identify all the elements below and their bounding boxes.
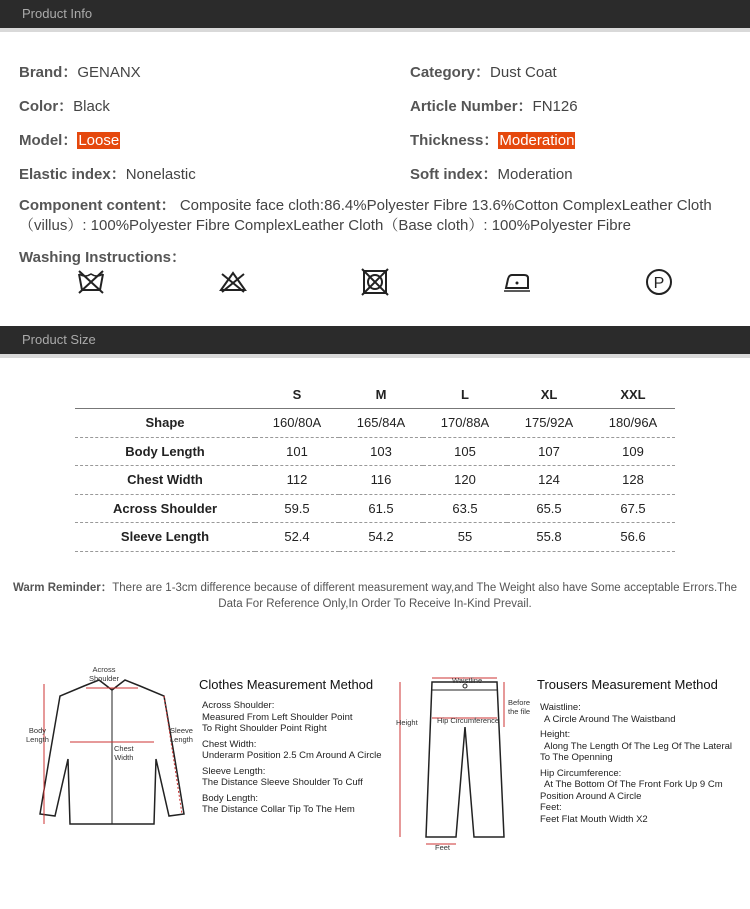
table-cell: 160/80A — [255, 409, 339, 438]
washing-title: Washing Instructions： — [19, 249, 186, 266]
article-label: Article Number： — [410, 98, 533, 115]
component-value: Composite face cloth:86.4%Polyester Fibre 13.6%Cotton ComplexLeather Cloth（villus）: 100%Polyester Fibre ComplexLeather Cloth（Base cloth）: 100%Polyester Fibre — [19, 197, 712, 234]
brand-row — [19, 61, 141, 82]
table-cell: 54.2 — [339, 523, 423, 552]
soft-row — [410, 163, 573, 184]
clothes-method-title: Clothes Measurement Method — [199, 677, 374, 692]
row-label: Sleeve Length — [75, 523, 255, 552]
article-value: FN126 — [532, 98, 578, 115]
table-cell: 55 — [423, 523, 507, 552]
row-label: Chest Width — [75, 466, 255, 495]
thickness-row — [410, 129, 575, 150]
product-info-header: Product Info — [0, 0, 750, 28]
table-row — [75, 494, 675, 523]
table-cell: 52.4 — [255, 523, 339, 552]
row-label: Across Shoulder — [75, 494, 255, 523]
table-cell: 112 — [255, 466, 339, 495]
table-cell: 124 — [507, 466, 591, 495]
category-label: Category： — [410, 64, 491, 81]
table-cell: 175/92A — [507, 409, 591, 438]
row-label: Body Length — [75, 437, 255, 466]
hip-label: Hip Circumference — [437, 716, 500, 725]
header-underline — [0, 28, 750, 32]
article-row — [410, 95, 578, 116]
reminder-line2: Data For Reference Only,In Order To Receive In-Kind Prevail. — [218, 598, 532, 610]
elastic-label: Elastic index： — [19, 166, 126, 183]
table-cell: 120 — [423, 466, 507, 495]
table-cell: 165/84A — [339, 409, 423, 438]
thickness-value: Moderation — [499, 132, 575, 149]
elastic-row — [19, 163, 196, 184]
table-header-cell: S — [255, 380, 339, 409]
size-table — [75, 380, 675, 552]
table-cell: 67.5 — [591, 494, 675, 523]
table-cell: 116 — [339, 466, 423, 495]
table-header-cell — [75, 380, 255, 409]
do-not-tumble-dry-icon — [360, 268, 390, 296]
table-cell: 56.6 — [591, 523, 675, 552]
waistline-label: Waistline — [452, 676, 483, 685]
table-cell: 103 — [339, 437, 423, 466]
table-cell: 109 — [591, 437, 675, 466]
model-value: Loose — [78, 132, 120, 149]
trousers-desc: Waistline: A Circle Around The Waistband Height: Along The Length Of The Leg Of The Lateral To The Openning Hip Circumference: At The Bottom Of The Front Fork Up 9 Cm Position Around A Circle Feet: Feet Flat Mouth Width X2 — [540, 702, 733, 825]
table-cell: 128 — [591, 466, 675, 495]
model-row — [19, 129, 120, 150]
table-cell: 55.8 — [507, 523, 591, 552]
table-header-cell: XL — [507, 380, 591, 409]
soft-label: Soft index： — [410, 166, 498, 183]
warm-reminder — [0, 580, 750, 612]
table-header-row — [75, 380, 675, 409]
table-row — [75, 409, 675, 438]
color-label: Color： — [19, 98, 74, 115]
clothes-desc: Across Shoulder: Measured From Left Shoulder Point To Right Shoulder Point Right Chest Width: Underarm Position 2.5 Cm Around A Circle Sleeve Length: The Distance Sleeve Shoulder To Cuff Body Length: The Distance Collar Tip To The Hem — [202, 700, 382, 815]
size-header-underline — [0, 354, 750, 358]
product-size-header: Product Size — [0, 326, 750, 354]
before-file-label: Before the file — [508, 698, 531, 716]
color-row — [19, 95, 110, 116]
table-header-cell: L — [423, 380, 507, 409]
table-cell: 59.5 — [255, 494, 339, 523]
table-cell: 63.5 — [423, 494, 507, 523]
body-length-label: Body Length — [26, 726, 49, 744]
thickness-label: Thickness： — [410, 132, 499, 149]
category-row — [410, 61, 557, 82]
shirt-diagram-icon — [24, 664, 200, 834]
component-content — [19, 196, 719, 236]
svg-text:P: P — [653, 275, 665, 292]
iron-low-icon — [502, 268, 532, 296]
across-label: Across Shoulder — [89, 665, 120, 683]
elastic-value: Nonelastic — [125, 166, 196, 183]
table-cell: 180/96A — [591, 409, 675, 438]
do-not-bleach-icon — [218, 268, 248, 296]
color-value: Black — [73, 98, 110, 115]
table-cell: 107 — [507, 437, 591, 466]
feet-label: Feet — [435, 843, 451, 852]
trousers-method-title: Trousers Measurement Method — [537, 677, 718, 692]
height-label: Height — [396, 718, 418, 727]
table-cell: 105 — [423, 437, 507, 466]
row-label: Shape — [75, 409, 255, 438]
table-row — [75, 437, 675, 466]
category-value: Dust Coat — [490, 64, 557, 81]
reminder-label: Warm Reminder： — [12, 582, 113, 594]
table-row — [75, 523, 675, 552]
soft-value: Moderation — [497, 166, 573, 183]
reminder-line1: There are 1-3cm difference because of different measurement way,and The Weight also have Some acceptable Errors.The — [112, 582, 737, 594]
chest-width-label: Chest Width — [114, 744, 134, 762]
do-not-wash-icon — [76, 268, 106, 296]
table-row — [75, 466, 675, 495]
component-label: Component content： — [19, 197, 176, 214]
table-cell: 101 — [255, 437, 339, 466]
brand-value: GENANX — [77, 64, 141, 81]
table-cell: 65.5 — [507, 494, 591, 523]
table-header-cell: XXL — [591, 380, 675, 409]
dry-clean-p-icon — [644, 268, 674, 296]
table-cell: 61.5 — [339, 494, 423, 523]
model-label: Model： — [19, 132, 78, 149]
brand-label: Brand： — [19, 64, 78, 81]
table-header-cell: M — [339, 380, 423, 409]
table-cell: 170/88A — [423, 409, 507, 438]
sleeve-length-label: Sleeve Length — [170, 726, 193, 744]
